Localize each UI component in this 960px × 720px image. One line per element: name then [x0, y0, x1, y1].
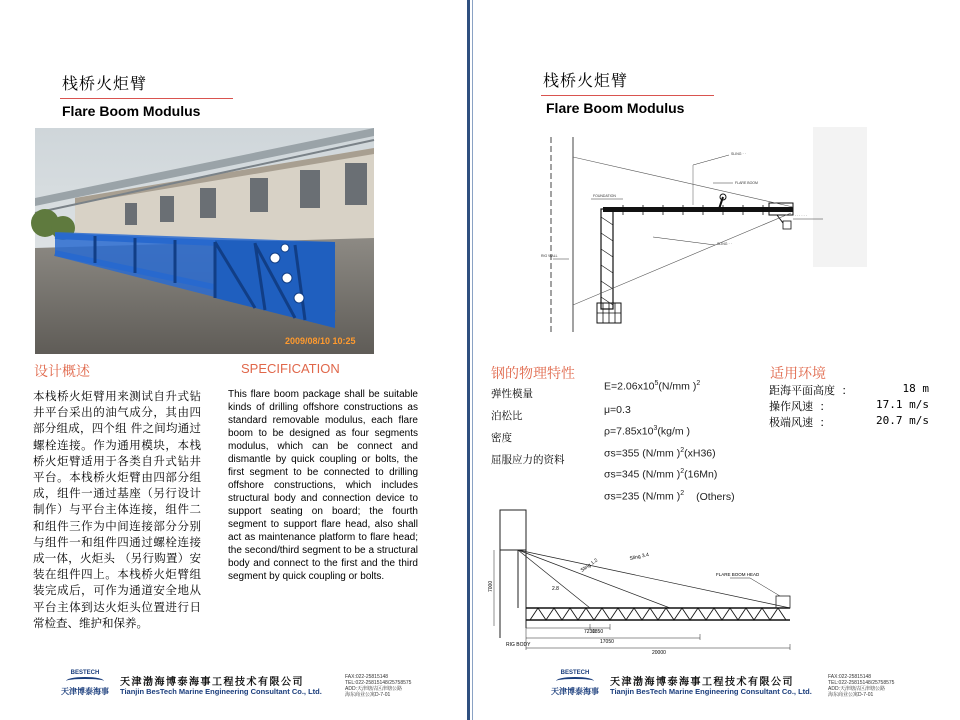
footer-fax: FAX:022-25815148 [828, 674, 872, 680]
env-row [769, 414, 929, 430]
logo-arc-icon [66, 677, 104, 685]
svg-text:SLING · ·: SLING · · [717, 242, 732, 246]
right-footer-contact [828, 674, 894, 698]
dim-1850: 1850 [592, 629, 604, 635]
right-title-cn: 栈桥火炬臂 [543, 71, 629, 90]
environment-heading: 适用环境 [770, 366, 826, 382]
flare-boom-head-label: FLARE BOOM HEAD [716, 572, 760, 577]
footer-addr: ADD:天津塘沽区津塘公路 [345, 686, 402, 692]
footer-addr: ADD:天津塘沽区津塘公路 [828, 686, 885, 692]
left-footer-company-en: Tianjin BesTech Marine Engineering Consultant Co., Ltd. [120, 687, 322, 696]
env-label: 距海平面高度 ： [769, 384, 853, 397]
footer-tel: TEL:022-25815148/25758575 [828, 680, 895, 686]
formula-elastic: $E=2.06x10^5(N/mm$ )$^2$ [604, 380, 701, 393]
logo-cn: 天津博泰海事 [551, 687, 599, 696]
env-row [769, 398, 929, 414]
env-value: 18 m [902, 382, 929, 395]
env-label: 极端风速 ： [769, 416, 831, 429]
left-title-en: Flare Boom Modulus [62, 103, 201, 119]
formula-density: $\rho=7.85x10^3(kg/m$ ) [604, 425, 691, 438]
sling-label-2: Sling 1.2 [579, 557, 600, 574]
env-label: 操作风速 ： [769, 400, 831, 413]
formula-yield-xh36: σs=355 (N/mm )$^2$(xH36) [604, 447, 716, 460]
dim-20000: 20000 [652, 650, 666, 656]
steel-properties-heading: 钢的物理特性 [491, 366, 575, 382]
environment-table [769, 382, 929, 430]
formula-yield-others: σs=235 (N/mm )$^2$ (Others) [604, 490, 735, 503]
photo-timestamp: 2009/08/10 10:25 [285, 336, 356, 346]
property-label-density: 密度 [491, 432, 512, 444]
formula-yield-16mn: σs=345 (N/mm )$^2$(16Mn) [604, 468, 718, 481]
flare-boom-plan-drawing [533, 127, 867, 347]
property-label-yield: 屈服应力的资料 [491, 454, 565, 466]
svg-text:FOUNDATION: FOUNDATION [593, 194, 616, 198]
env-row [769, 382, 929, 398]
dim-7000: 7000 [488, 580, 494, 592]
specification-heading: SPECIFICATION [241, 361, 340, 376]
property-label-poisson: 泊松比 [491, 410, 523, 422]
svg-text:RIG WALL: RIG WALL [541, 254, 558, 258]
flare-boom-elevation-drawing [490, 508, 802, 658]
flare-boom-photo [35, 128, 374, 354]
dim-7230: 7230 [584, 629, 596, 635]
footer-addr2: 海东商业公寓D-7-01 [828, 692, 874, 698]
property-label-elastic: 弹性模量 [491, 388, 533, 400]
footer-tel: TEL:022-25815148/25758575 [345, 680, 412, 686]
right-footer-logo [545, 670, 605, 698]
left-footer-company-cn: 天津渤海博泰海事工程技术有限公司 [120, 677, 304, 688]
left-title-rule [60, 98, 233, 99]
right-footer-company-cn: 天津渤海博泰海事工程技术有限公司 [610, 677, 794, 688]
logo-wordmark: BESTECH [70, 670, 100, 676]
page-divider [467, 0, 470, 720]
specification-text: This flare boom package shall be suitable kinds of drilling offshore constructions as standard removable modulus, each flare boom to be designed as four segments modulus, which can be connect and dismantle by quick coupling or bolts, the first segment to be connected to drilling offshore constructions, which includes structural body and connection device to support seating on board; the fourth segment to support flare head, also shall act as maintenance platform to flare head; the second/third segment to be a structural body and connect to the first and the third segment by quick coupling or bolts. [228, 389, 418, 582]
right-title-en: Flare Boom Modulus [546, 100, 685, 116]
env-value: 20.7 m/s [876, 414, 929, 427]
left-footer-logo [55, 670, 115, 698]
env-value: 17.1 m/s [876, 398, 929, 411]
right-footer-company-en: Tianjin BesTech Marine Engineering Consultant Co., Ltd. [610, 687, 812, 696]
dim-17050: 17050 [600, 639, 614, 645]
rig-body-label: RIG BODY [506, 642, 531, 648]
right-title-rule [541, 95, 714, 96]
svg-text:FLARE BOOM: FLARE BOOM [735, 181, 758, 185]
logo-wordmark: BESTECH [560, 670, 590, 676]
page-divider-light [472, 0, 473, 720]
design-overview-heading: 设计概述 [34, 364, 90, 380]
logo-cn: 天津博泰海事 [61, 687, 109, 696]
formula-poisson: μ=0.3 [604, 404, 631, 416]
sling-label-3: 2.8 [552, 586, 559, 592]
left-footer-contact [345, 674, 411, 698]
design-overview-text: 本栈桥火炬臂用来测试自升式钻井平台采出的油气成分，其由四部分组成，四个组 件之间均通过螺栓连接。作为通用模块，本栈桥火炬臂适用于各类自升式钻井平台。本栈桥火炬臂由四部分组成，组件一通过基座（另行设计制作）与平台主体连接，组件二和组件三作为中间连接部分分别与组件一和组件四通过螺栓连接成一体，火炬头 （另行购置）安装在组件四上。本栈桥火炬臂组装完成后，可作为通道安全地从平台主体到达火炬头位置进行日常检查、维护和保养。 [33, 389, 201, 630]
svg-text:SLING · ·: SLING · · [731, 152, 746, 156]
footer-fax: FAX:022-25815148 [345, 674, 389, 680]
left-title-cn: 栈桥火炬臂 [62, 74, 148, 93]
sling-label-1: Sling 3.4 [629, 552, 650, 562]
svg-text:· · · · · ·: · · · · · · [795, 214, 807, 218]
footer-addr2: 海东商业公寓D-7-01 [345, 692, 391, 698]
logo-arc-icon [556, 677, 594, 685]
